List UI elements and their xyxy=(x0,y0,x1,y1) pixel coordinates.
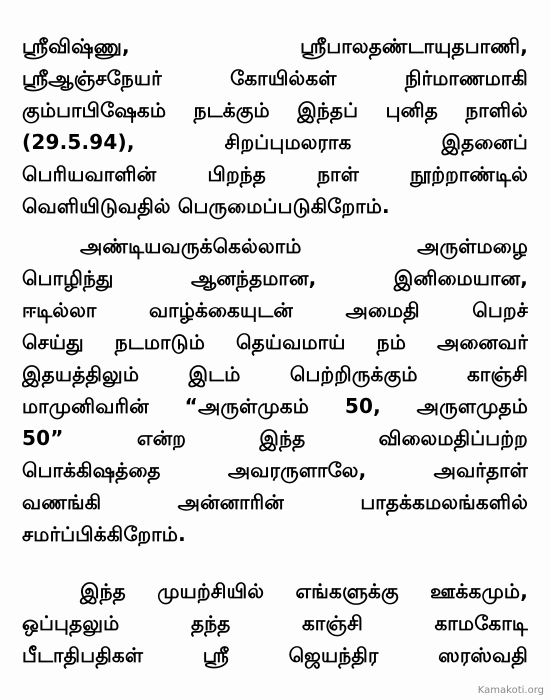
paragraph-line: பொழிந்து ஆனந்தமான, இனிமையான, xyxy=(22,266,528,290)
paragraph-line: இந்த முயற்சியில் எங்களுக்கு ஊக்கமும், xyxy=(80,579,528,603)
paragraph-1 xyxy=(22,30,528,222)
paragraph-3 xyxy=(22,575,528,671)
paragraph-line: ஸ்ரீஆஞ்சநேயர் கோயில்கள் நிர்மாணமாகி xyxy=(22,66,528,90)
paragraph-line: இதயத்திலும் இடம் பெற்றிருக்கும் காஞ்சி xyxy=(22,362,528,386)
paragraph-line: 50” என்ற இந்த விலைமதிப்பற்ற xyxy=(22,426,528,450)
paragraph-line: மாமுனிவரின் “அருள்முகம் 50, அருளமுதம் xyxy=(22,394,528,418)
paragraph-line: ஸ்ரீவிஷ்ணு, ஸ்ரீபாலதண்டாயுதபாணி, xyxy=(22,34,528,58)
paragraph-line: பெரியவாளின் பிறந்த நாள் நூற்றாண்டில் xyxy=(22,162,528,186)
paragraph-line: வெளியிடுவதில் பெருமைப்படுகிறோம். xyxy=(22,194,390,218)
paragraph-line: ஈடில்லா வாழ்க்கையுடன் அமைதி பெறச் xyxy=(22,298,528,322)
watermark: Kamakoti.org xyxy=(477,685,544,696)
paragraph-line: வணங்கி அன்னாரின் பாதக்கமலங்களில் xyxy=(22,490,528,514)
paragraph-line: ஒப்புதலும் தந்த காஞ்சி காமகோடி xyxy=(22,611,528,635)
paragraph-line: சமர்ப்பிக்கிறோம். xyxy=(22,522,186,546)
paragraph-line: செய்து நடமாடும் தெய்வமாய் நம் அனைவர் xyxy=(22,330,528,354)
paragraph-2 xyxy=(22,230,528,550)
paragraph-line: (29.5.94), சிறப்புமலராக இதனைப் xyxy=(22,130,528,154)
paragraph-line: கும்பாபிஷேகம் நடக்கும் இந்தப் புனித நாளில் xyxy=(22,98,528,122)
paragraph-line: பீடாதிபதிகள் ஸ்ரீ ஜெயந்திர ஸரஸ்வதி xyxy=(22,643,528,667)
paragraph-line: பொக்கிஷத்தை அவரருளாலே, அவர்தாள் xyxy=(22,458,528,482)
paragraph-line: அண்டியவருக்கெல்லாம் அருள்மழை xyxy=(80,234,528,258)
